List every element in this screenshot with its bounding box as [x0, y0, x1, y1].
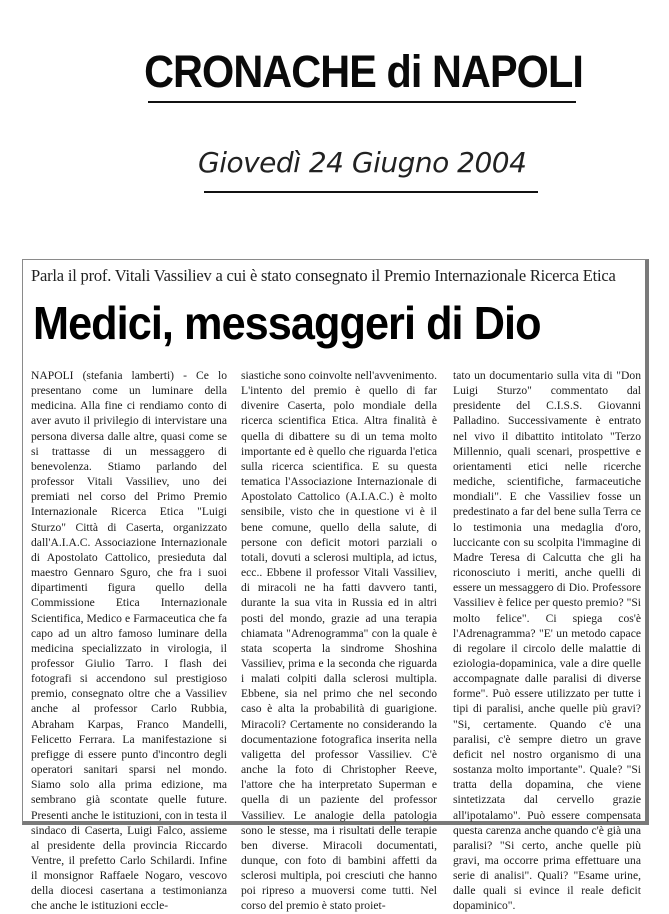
publication-date: Giovedì 24 Giugno 2004 — [198, 146, 527, 179]
newspaper-masthead — [143, 44, 583, 100]
column-3-text: tato un documentario sulla vita di "Don Luigi Sturzo" commentato dal presidente del C.I.S.S. Giovanni Palladino. Successivamente è entrato nel vivo il dibattito intitolato "Terzo Millennio, quali scenari, prospettive e orientamenti etici nelle ricerche mediche, scientifiche, farmaceutiche mondiali". E che Vassiliev fosse un predestinato a far del bene sulla Terra ce lo testimonia una medaglia d'oro, luccicante con su scolpita l'immagine di Madre Teresa di Calcutta che gli ha riconosciuto i meriti, anche quelli di essere un messaggero di Dio. Professore Vassiliev è felice per questo premio? "Si molto felice". Ci spiega cos'è l'Adrenagramma? "E' un metodo capace di regolare il circolo delle malattie di eziologia-dopaminica, vale a dire quelle accompagnate dalle paralisi di diverse forme". Può essere utilizzato per tutte i tipi di paralisi, anche quelle più gravi? "Si, certamente. Quando c'è una paralisi, c'è sempre dietro un grave deficit nel nostro organismo di una sostanza molto importante". Quale? "Si tratta della dopamina, che viene sintetizzata dal cervello grazie all'ipotalamo". Può essere compensata questa carenza anche quando c'è già una paralisi? "Si certo, anche quelle più gravi, ma occorre prima effettuare una serie di analisi". Quali? "Esame urine, dalle quali si evince il reale deficit dopaminico". — [453, 369, 641, 913]
article-column-3 — [453, 368, 641, 913]
column-2-text: siastiche sono coinvolte nell'avvenimento. L'intento del premio è quello di far divenire Caserta, polo mondiale della ricerca scientifica Etica. Altra finalità è quella di dibattere su di un tema molto importante ed è quello che riguarda l'etica sulla ricerca scientifica. E su questa tematica l'Associazione Internazionale di Apostolato Cattolico (A.I.A.C.) è molto sensibile, visto che in questione vi è il bene comune, quello della salute, di persone con deficit motori parziali o totali, dovuti a sclerosi multipla, ad ictus, ecc.. Ebbene il professor Vitali Vassiliev, di miracoli ne ha fatti davvero tanti, durante la sua vita in Russia ed in altri posti del mondo, grazie ad una terapia chiamata "Adrenogramma" con la quale è stata scoperta la sindrome Shoshina Vassiliev, prima e la seconda che riguarda i malati colpiti dalla sclerosi multipla. Ebbene, sia nel primo che nel secondo caso è alta la probabilità di guarigione. Miracoli? Certamente no considerando la documentazione fotografica inserita nella valigetta del professor Vassiliev. C'è anche la foto di Christopher Reeve, l'attore che ha interpretato Superman e quella di un paziente del professor Vassiliev. Le analogie della patologia sono le stesse, ma i risultati delle terapie ben diverse. Miracoli documentati, dunque, con foto di bambini affetti da sclerosi multipla, poi cresciuti che hanno poi ripreso a muoversi come tutti. Nel corso del premio è stato proiet- — [241, 369, 437, 913]
article-column-1 — [31, 368, 227, 913]
article-body — [31, 368, 641, 913]
article-clipping — [22, 259, 649, 913]
masthead-rule — [148, 101, 576, 103]
column-1-text: NAPOLI (stefania lamberti) - Ce lo presentano come un luminare della medicina. Alla fine ci rendiamo conto di aver avuto il privilegio di intervistare una persona diversa dalle altre, quasi come se si trattasse di un messaggero di benevolenza. Stiamo parlando del professor Vitali Vassiliev, uno dei premiati nel corso del Primo Premio Internazionale Ricerca Etica "Luigi Sturzo" Città di Caserta, organizzato dall'A.I.A.C. Associazione Internazionale di Apostolato Cattolico, presieduta dal maestro Gennaro Sguro, che fra i suoi dipartimenti figura quello della Commissione Etica Internazionale Scientifica, Medico e Farmaceutica che fa capo ad un altro famoso luminare della medicina specializzato in virologia, il professor Giulio Tarro. I flash dei fotografi si accendono sul prestigioso premio, consegnato oltre che a Vassiliev anche al professor Carlo Rubbia, Abraham Karpas, Franco Mandelli, Felicetto Ferrara. La manifestazione si prefigge di essere punto d'incontro degli operatori sanitari sparsi nel mondo. Siamo solo alla prima edizione, ma sembrano già scontate quelle future. Presenti anche le istituzioni, con in testa il sindaco di Caserta, Luigi Falco, assieme al presidente della provincia Riccardo Ventre, il prefetto Carlo Schilardi. Infine il monsignor Raffaele Nogaro, vescovo della diocesi casertana a testimonianza che anche le istituzioni eccle- — [31, 369, 227, 913]
article-headline: Medici, messaggeri di Dio — [33, 297, 541, 349]
newspaper-title: CRONACHE di NAPOLI — [143, 46, 583, 97]
article-kicker: Parla il prof. Vitali Vassiliev a cui è stato consegnato il Premio Internazionale Ricerca Etica — [31, 266, 616, 285]
article-column-2 — [241, 368, 437, 913]
date-rule — [204, 191, 538, 193]
